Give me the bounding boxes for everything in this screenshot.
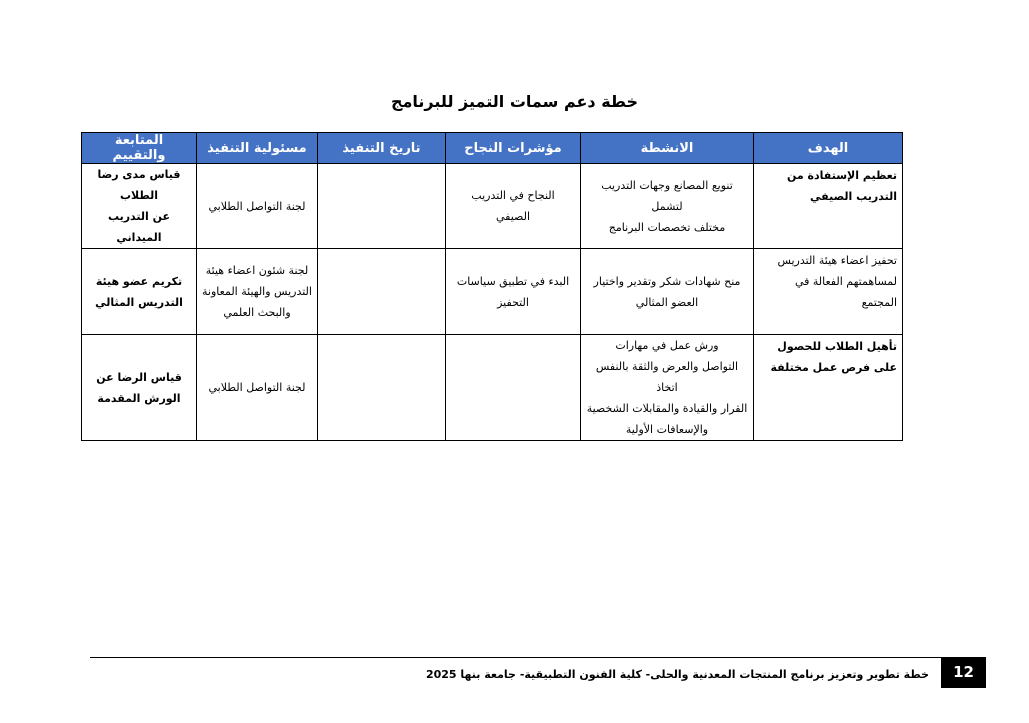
- activities-line: تنويع المصانع وجهات التدريب لتشمل: [601, 178, 733, 213]
- table-row: [82, 335, 903, 441]
- header-monitoring-evaluation: المتابعة والتقييم: [82, 133, 197, 164]
- evaluation-cell: [82, 335, 197, 441]
- responsibility-line: لجنة شئون اعضاء هيئة: [205, 264, 309, 277]
- activities-cell: [581, 249, 754, 335]
- table-header-row: [82, 133, 903, 164]
- date-cell: [318, 249, 446, 335]
- evaluation-line: عن التدريب الميداني: [107, 210, 171, 244]
- evaluation-line: الورش المقدمة: [97, 391, 181, 405]
- evaluation-line: قياس مدى رضا الطلاب: [97, 168, 181, 202]
- activities-line: القرار والقيادة والمقابلات الشخصية: [586, 402, 748, 415]
- responsibility-cell: [197, 335, 318, 441]
- date-cell: [318, 164, 446, 249]
- excellence-plan-table: [81, 132, 903, 441]
- evaluation-line: التدريس المثالي: [95, 295, 183, 309]
- header-implementation-date: تاريخ التنفيذ: [318, 133, 446, 164]
- indicators-line: النجاح في التدريب: [471, 189, 555, 202]
- indicators-line: الصيفي: [496, 210, 530, 223]
- activities-line: والإسعافات الأولية: [625, 423, 709, 436]
- evaluation-line: قياس الرضا عن: [96, 370, 182, 384]
- indicators-cell: [446, 164, 581, 249]
- activities-cell: [581, 164, 754, 249]
- header-success-indicators: مؤشرات النجاح: [446, 133, 581, 164]
- header-activities: الانشطة: [581, 133, 754, 164]
- table-row: [82, 164, 903, 249]
- indicators-cell: [446, 249, 581, 335]
- goal-cell: تعظيم الإستفادة من التدريب الصيفي: [754, 164, 903, 249]
- goal-cell: تأهيل الطلاب للحصول على فرص عمل مختلفة: [754, 335, 903, 441]
- header-responsibility: مسئولية التنفيذ: [197, 133, 318, 164]
- activities-line: ورش عمل في مهارات: [615, 339, 719, 352]
- activities-cell: [581, 335, 754, 441]
- evaluation-cell: [82, 249, 197, 335]
- indicators-line: البدء في تطبيق سياسات: [456, 274, 570, 288]
- date-cell: [318, 335, 446, 441]
- evaluation-cell: [82, 164, 197, 249]
- responsibility-line: التدريس والهيئة المعاونة: [202, 285, 312, 298]
- indicators-cell: [446, 335, 581, 441]
- footer-divider: [90, 657, 986, 658]
- responsibility-line: والبحث العلمي: [223, 306, 291, 319]
- indicators-line: التحفيز: [497, 295, 529, 309]
- responsibility-cell: [197, 249, 318, 335]
- goal-cell: تحفيز اعضاء هيئة التدريس لمساهمتهم الفعالة في المجتمع: [754, 249, 903, 335]
- header-goal: الهدف: [754, 133, 903, 164]
- evaluation-line: تكريم عضو هيئة: [95, 274, 183, 288]
- page-title: خطة دعم سمات التميز للبرنامج: [390, 92, 639, 111]
- responsibility-line: لجنة التواصل الطلابي: [208, 381, 306, 394]
- activities-line: العضو المثالي: [635, 295, 699, 309]
- responsibility-cell: [197, 164, 318, 249]
- activities-line: التواصل والعرض والثقة بالنفس اتخاذ: [595, 360, 739, 394]
- table-row: [82, 249, 903, 335]
- activities-line: مختلف تخصصات البرنامج: [608, 220, 726, 234]
- footer-text: خطة تطوير وتعزيز برنامج المنتجات المعدنية والحلى- كلية الفنون التطبيقية- جامعة بنها 2025: [425, 668, 929, 681]
- responsibility-line: لجنة التواصل الطلابي: [208, 199, 306, 213]
- activities-line: منح شهادات شكر وتقدير واختيار: [593, 274, 741, 288]
- page-number: 12: [941, 657, 986, 688]
